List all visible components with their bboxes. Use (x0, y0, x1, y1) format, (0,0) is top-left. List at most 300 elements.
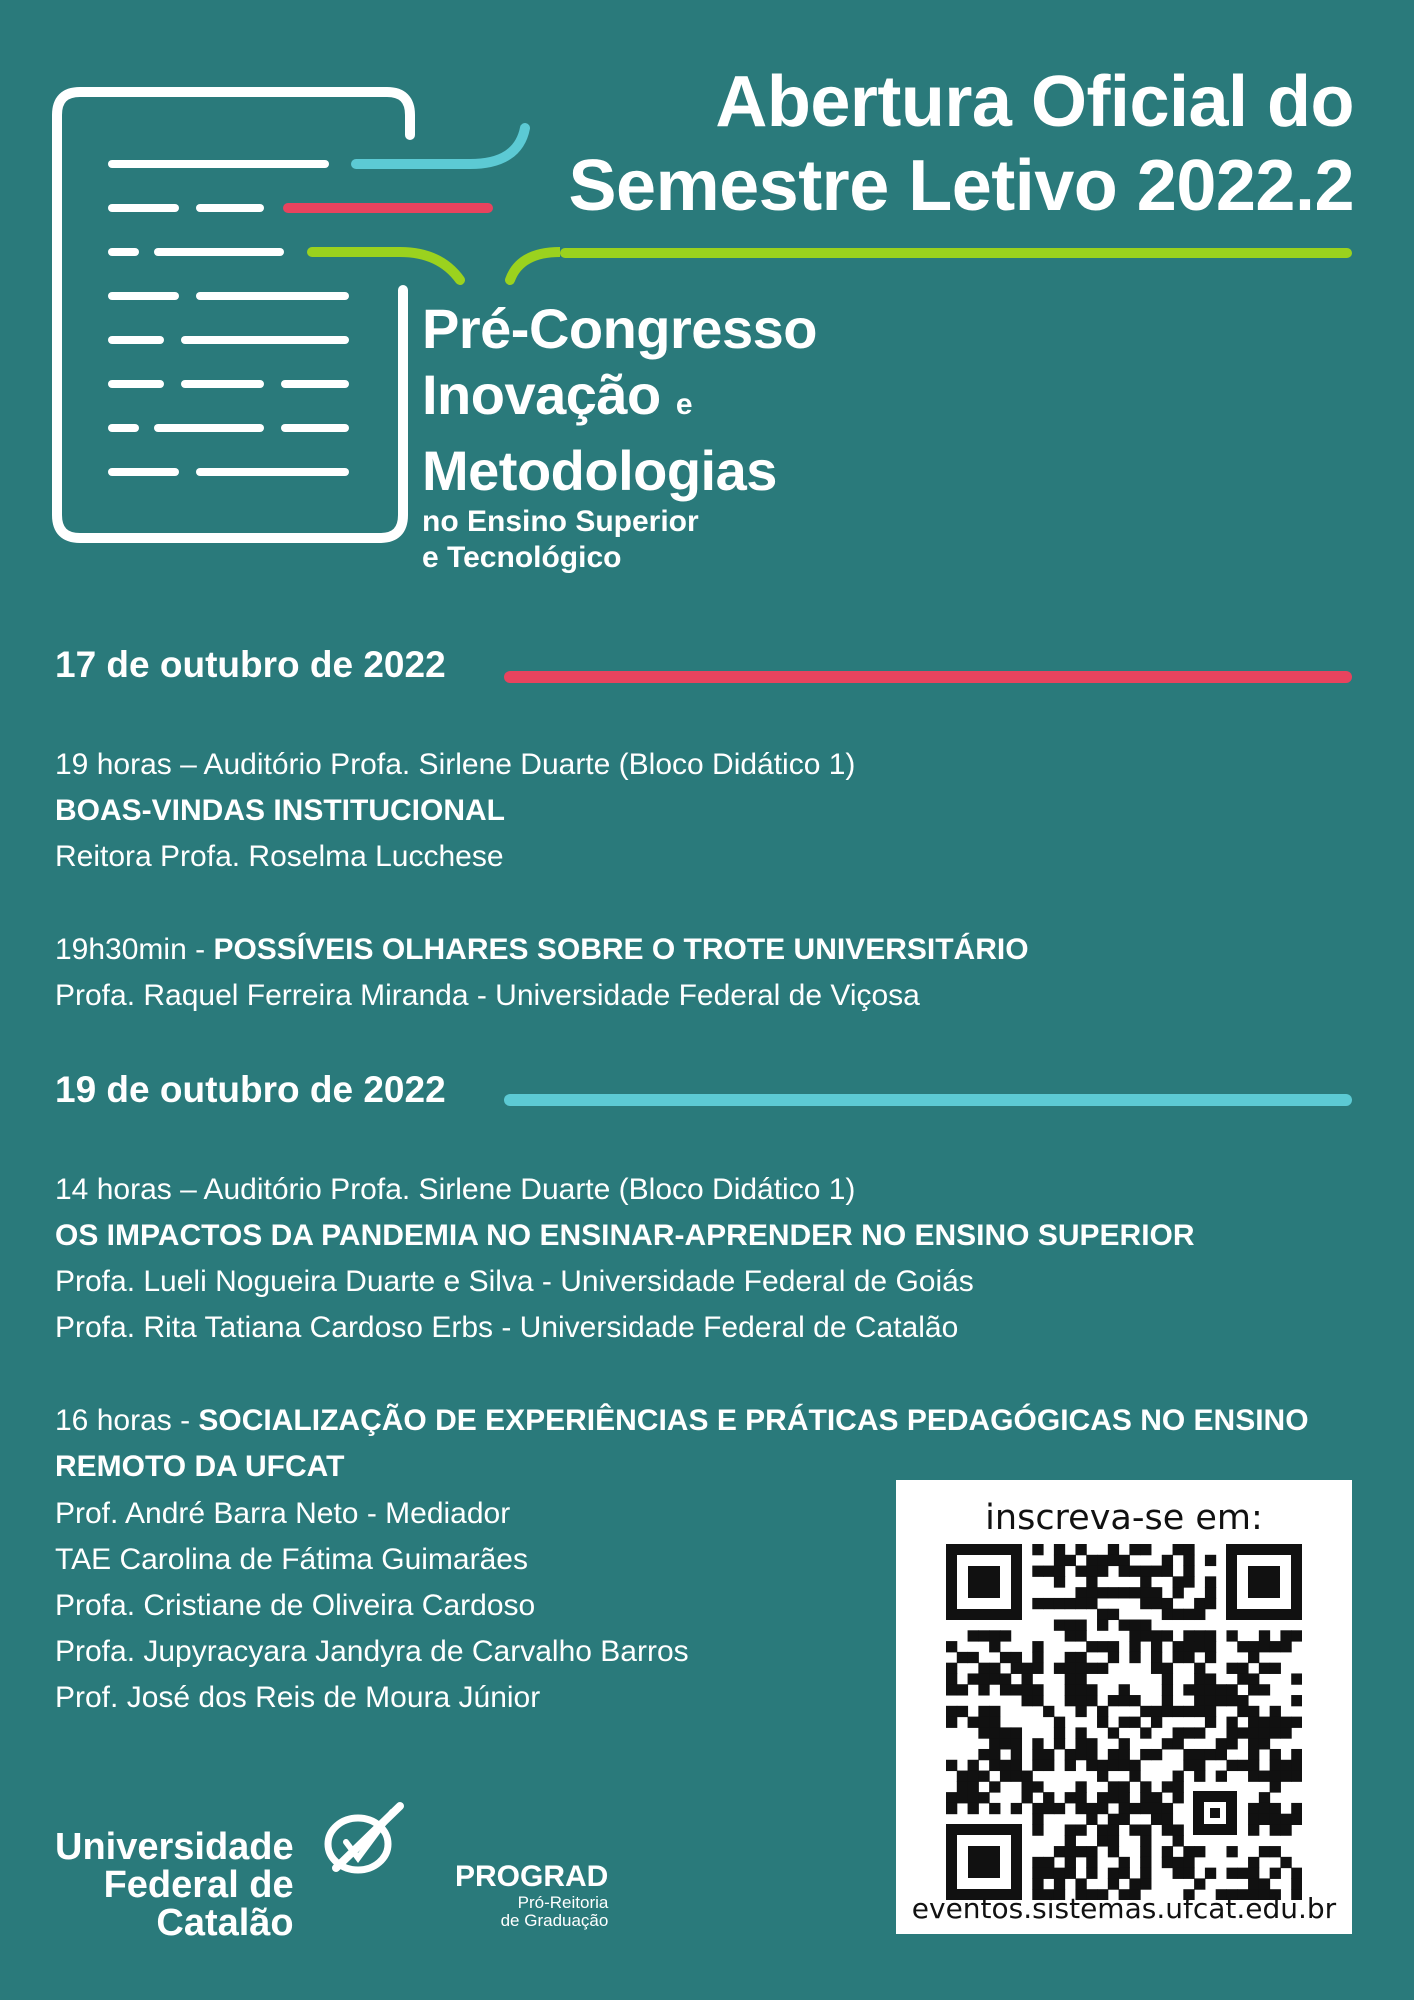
qr-module (1162, 1706, 1173, 1717)
qr-module (1086, 1663, 1097, 1674)
qr-module (1065, 1555, 1076, 1566)
qr-module (1065, 1868, 1076, 1879)
qr-module (1248, 1857, 1259, 1868)
day1-session2-time: 19h30min - (55, 933, 206, 966)
qr-module (968, 1771, 979, 1782)
qr-module (1183, 1857, 1194, 1868)
qr-module (989, 1706, 1000, 1717)
qr-module (1259, 1878, 1270, 1889)
qr-module (1140, 1846, 1151, 1857)
qr-module (1237, 1641, 1248, 1652)
qr-module (1108, 1835, 1119, 1846)
qr-module (978, 1749, 989, 1760)
qr-module (978, 1673, 989, 1684)
qr-module (1119, 1717, 1130, 1728)
qr-module (1140, 1803, 1151, 1814)
date-heading-day2: 19 de outubro de 2022 (55, 1069, 446, 1110)
qr-module (968, 1792, 979, 1803)
qr-module (1032, 1814, 1043, 1825)
event-title-line5: e Tecnológico (422, 541, 622, 574)
qr-module (1119, 1555, 1130, 1566)
qr-module (1237, 1868, 1248, 1879)
qr-module (1270, 1814, 1281, 1825)
qr-module (1119, 1814, 1130, 1825)
qr-module (1022, 1663, 1033, 1674)
qr-module (1119, 1684, 1130, 1695)
qr-module (1011, 1749, 1022, 1760)
qr-module (1000, 1771, 1011, 1782)
qr-module (1270, 1846, 1281, 1857)
qr-module (1151, 1630, 1162, 1641)
qr-module (1075, 1630, 1086, 1641)
qr-module (946, 1760, 957, 1771)
qr-module (1194, 1706, 1205, 1717)
qr-module (1270, 1771, 1281, 1782)
qr-module (1173, 1781, 1184, 1792)
qr-module (1216, 1695, 1227, 1706)
qr-module (1194, 1630, 1205, 1641)
qr-module (1151, 1652, 1162, 1663)
qr-module (1054, 1878, 1065, 1889)
qr-module (989, 1673, 1000, 1684)
qr-module (946, 1641, 957, 1652)
qr-module (1173, 1706, 1184, 1717)
qr-module (1226, 1727, 1237, 1738)
ufcat-logo (55, 1828, 294, 1942)
qr-module (1097, 1609, 1108, 1620)
qr-module (1140, 1727, 1151, 1738)
qr-module (1140, 1544, 1151, 1555)
qr-module (1075, 1566, 1086, 1577)
qr-module (1043, 1760, 1054, 1771)
main-title-line1: Abertura Oficial do (715, 62, 1354, 142)
qr-module (1248, 1814, 1259, 1825)
qr-module (1108, 1792, 1119, 1803)
qr-module (1259, 1738, 1270, 1749)
qr-module (1065, 1749, 1076, 1760)
qr-module (968, 1781, 979, 1792)
qr-module (1194, 1695, 1205, 1706)
qr-module (1183, 1566, 1194, 1577)
qr-module (1151, 1706, 1162, 1717)
day2-session1-speaker1: Profa. Lueli Nogueira Duarte e Silva - Universidade Federal de Goiás (55, 1265, 974, 1298)
qr-module (1151, 1717, 1162, 1728)
qr-module (1291, 1760, 1302, 1771)
qr-module (978, 1771, 989, 1782)
qr-module (1259, 1630, 1270, 1641)
qr-module (1183, 1684, 1194, 1695)
qr-module (1086, 1598, 1097, 1609)
qr-module (1248, 1878, 1259, 1889)
qr-module (1108, 1781, 1119, 1792)
prograd-logo (455, 1860, 608, 1930)
qr-module (1011, 1652, 1022, 1663)
qr-module (1162, 1803, 1173, 1814)
qr-module (1011, 1760, 1022, 1771)
qr-module (1075, 1781, 1086, 1792)
qr-module (1000, 1727, 1011, 1738)
qr-module (1000, 1652, 1011, 1663)
qr-module (1248, 1760, 1259, 1771)
qr-module (1205, 1587, 1216, 1598)
qr-module (1162, 1555, 1173, 1566)
qr-module (1119, 1781, 1130, 1792)
qr-module (1140, 1868, 1151, 1879)
qr-module (1205, 1684, 1216, 1695)
qr-module (1183, 1846, 1194, 1857)
qr-module (1065, 1857, 1076, 1868)
qr-module (1194, 1641, 1205, 1652)
qr-module (1011, 1663, 1022, 1674)
day2-session2-speaker: Profa. Cristiane de Oliveira Cardoso (55, 1589, 536, 1622)
qr-module (1162, 1824, 1173, 1835)
qr-module (1280, 1717, 1291, 1728)
qr-module (1226, 1868, 1237, 1879)
qr-module (1119, 1857, 1130, 1868)
qr-module (1119, 1738, 1130, 1749)
qr-module (1043, 1868, 1054, 1879)
qr-module (1259, 1803, 1270, 1814)
qr-module (1259, 1727, 1270, 1738)
qr-module (1173, 1771, 1184, 1782)
qr-module (1237, 1706, 1248, 1717)
qr-module (1032, 1760, 1043, 1771)
qr-module (1140, 1792, 1151, 1803)
event-title-line1: Pré-Congresso (422, 297, 817, 360)
qr-module (1237, 1727, 1248, 1738)
qr-module (1054, 1803, 1065, 1814)
qr-module (1075, 1803, 1086, 1814)
qr-module (1054, 1727, 1065, 1738)
qr-module (1270, 1663, 1281, 1674)
qr-module (1162, 1695, 1173, 1706)
qr-module (1259, 1814, 1270, 1825)
qr-module (1075, 1878, 1086, 1889)
qr-module (1086, 1738, 1097, 1749)
qr-module (1097, 1620, 1108, 1631)
qr-module (1022, 1781, 1033, 1792)
day2-session2-speaker: Prof. José dos Reis de Moura Júnior (55, 1681, 541, 1714)
qr-module (1270, 1868, 1281, 1879)
qr-module (946, 1684, 957, 1695)
qr-module (1086, 1803, 1097, 1814)
qr-module (1226, 1717, 1237, 1728)
qr-module (1248, 1706, 1259, 1717)
day2-session1-time-place: 14 horas – Auditório Profa. Sirlene Duarte (Bloco Didático 1) (55, 1173, 856, 1206)
main-title (569, 60, 1354, 228)
qr-module (1183, 1727, 1194, 1738)
qr-module (1183, 1706, 1194, 1717)
day1-session2-title: POSSÍVEIS OLHARES SOBRE O TROTE UNIVERSITÁRIO (213, 933, 1029, 966)
qr-module (1205, 1749, 1216, 1760)
header-accent-line (560, 248, 1352, 258)
day2-session2-speaker: Profa. Jupyracyara Jandyra de Carvalho Barros (55, 1635, 689, 1668)
qr-module (1129, 1566, 1140, 1577)
qr-module (989, 1717, 1000, 1728)
qr-module (989, 1749, 1000, 1760)
date-rule-day2 (504, 1094, 1352, 1106)
qr-module (989, 1781, 1000, 1792)
qr-module (1065, 1760, 1076, 1771)
qr-module (1248, 1824, 1259, 1835)
qr-module (1205, 1717, 1216, 1728)
qr-module (1097, 1835, 1108, 1846)
qr-module (1097, 1792, 1108, 1803)
qr-module (1270, 1641, 1281, 1652)
qr-module (1032, 1738, 1043, 1749)
qr-module (1226, 1846, 1237, 1857)
qr-module (1097, 1803, 1108, 1814)
qr-module (1162, 1566, 1173, 1577)
qr-module (1151, 1792, 1162, 1803)
qr-module (1043, 1598, 1054, 1609)
qr-module (1248, 1771, 1259, 1782)
qr-module (1075, 1749, 1086, 1760)
qr-module (1162, 1814, 1173, 1825)
qr-module (1270, 1760, 1281, 1771)
qr-module (1140, 1598, 1151, 1609)
qr-module (1183, 1576, 1194, 1587)
main-title-line2: Semestre Letivo 2022.2 (568, 146, 1354, 226)
qr-module (968, 1652, 979, 1663)
qr-module (1162, 1738, 1173, 1749)
qr-module (1022, 1792, 1033, 1803)
registration-box[interactable] (896, 1480, 1352, 1934)
qr-module (1000, 1630, 1011, 1641)
qr-module (978, 1684, 989, 1695)
qr-module (1129, 1771, 1140, 1782)
qr-module (1108, 1555, 1119, 1566)
qr-module (1270, 1824, 1281, 1835)
qr-module (1129, 1824, 1140, 1835)
qr-module (1173, 1587, 1184, 1598)
event-title (422, 296, 817, 576)
qr-module (1032, 1857, 1043, 1868)
qr-module (1075, 1587, 1086, 1598)
qr-module (1129, 1717, 1140, 1728)
qr-module (1173, 1835, 1184, 1846)
qr-module (1108, 1609, 1119, 1620)
day2-session2-speaker: Prof. André Barra Neto - Mediador (55, 1497, 511, 1530)
qr-module (1259, 1771, 1270, 1782)
qr-module (1054, 1738, 1065, 1749)
qr-module (1075, 1706, 1086, 1717)
qr-module (1248, 1738, 1259, 1749)
qr-module (1065, 1673, 1076, 1684)
qr-module (946, 1803, 957, 1814)
qr-module (1194, 1609, 1205, 1620)
qr-module (1086, 1749, 1097, 1760)
qr-module (1086, 1576, 1097, 1587)
qr-module (1097, 1717, 1108, 1728)
ufcat-logo-line3: Catalão (156, 1902, 294, 1944)
qr-module (1086, 1857, 1097, 1868)
qr-module (1162, 1630, 1173, 1641)
qr-module (1173, 1738, 1184, 1749)
qr-module (1108, 1727, 1119, 1738)
qr-module (989, 1630, 1000, 1641)
qr-module (1054, 1576, 1065, 1587)
qr-module (1011, 1684, 1022, 1695)
qr-module (1129, 1760, 1140, 1771)
qr-module (1108, 1641, 1119, 1652)
qr-module (1226, 1684, 1237, 1695)
qr-module (989, 1663, 1000, 1674)
qr-module (1291, 1630, 1302, 1641)
registration-url[interactable]: eventos.sistemas.ufcat.edu.br (911, 1892, 1337, 1925)
qr-module (1237, 1673, 1248, 1684)
qr-module (1162, 1663, 1173, 1674)
qr-module (1291, 1673, 1302, 1684)
qr-module (1140, 1706, 1151, 1717)
qr-module (1173, 1576, 1184, 1587)
qr-module (1129, 1587, 1140, 1598)
qr-module (1183, 1760, 1194, 1771)
qr-module (946, 1717, 957, 1728)
qr-module (978, 1727, 989, 1738)
qr-module (1280, 1814, 1291, 1825)
qr-module (1075, 1792, 1086, 1803)
qr-module (1032, 1566, 1043, 1577)
qr-module (1032, 1695, 1043, 1706)
qr-module (1248, 1727, 1259, 1738)
qr-module (1205, 1695, 1216, 1706)
qr-module (1280, 1771, 1291, 1782)
qr-module (1151, 1587, 1162, 1598)
qr-module (1173, 1641, 1184, 1652)
qr-module (1032, 1598, 1043, 1609)
qr-module (1216, 1771, 1227, 1782)
day2-session2-speaker: TAE Carolina de Fátima Guimarães (55, 1543, 528, 1576)
qr-module (1043, 1803, 1054, 1814)
qr-module (1054, 1566, 1065, 1577)
day1-session1-speaker: Reitora Profa. Roselma Lucchese (55, 840, 504, 873)
qr-module (1173, 1727, 1184, 1738)
qr-module (1129, 1803, 1140, 1814)
qr-module (1291, 1803, 1302, 1814)
qr-module (1108, 1878, 1119, 1889)
qr-module (1065, 1684, 1076, 1695)
qr-module (1075, 1652, 1086, 1663)
qr-module (978, 1717, 989, 1728)
qr-module (1065, 1630, 1076, 1641)
qr-module (1119, 1566, 1130, 1577)
qr-module (1032, 1684, 1043, 1695)
qr-module (1173, 1544, 1184, 1555)
qr-module (1022, 1695, 1033, 1706)
qr-module (1194, 1663, 1205, 1674)
qr-module (1280, 1857, 1291, 1868)
qr-module (1119, 1803, 1130, 1814)
qr-module (1140, 1878, 1151, 1889)
qr-module (1129, 1544, 1140, 1555)
qr-module (1248, 1717, 1259, 1728)
date-heading-day1: 17 de outubro de 2022 (55, 644, 446, 685)
qr-module (1075, 1695, 1086, 1706)
qr-module (1097, 1566, 1108, 1577)
qr-module (1291, 1868, 1302, 1879)
qr-module (1173, 1868, 1184, 1879)
prograd-desc-line2: de Graduação (500, 1911, 609, 1930)
qr-module (1205, 1673, 1216, 1684)
qr-module (968, 1803, 979, 1814)
qr-module (978, 1630, 989, 1641)
qr-module (1000, 1684, 1011, 1695)
qr-module (1119, 1760, 1130, 1771)
qr-module (989, 1727, 1000, 1738)
qr-module (1011, 1727, 1022, 1738)
qr-module (1140, 1587, 1151, 1598)
day2-session2-time: 16 horas - (55, 1404, 191, 1437)
qr-module (1216, 1738, 1227, 1749)
qr-module (1237, 1663, 1248, 1674)
qr-module (1248, 1684, 1259, 1695)
qr-module (1280, 1630, 1291, 1641)
qr-module (1086, 1587, 1097, 1598)
qr-module (1097, 1641, 1108, 1652)
qr-module (1032, 1824, 1043, 1835)
qr-module (1173, 1652, 1184, 1663)
qr-module (1194, 1846, 1205, 1857)
qr-module (1205, 1576, 1216, 1587)
qr-module (1108, 1749, 1119, 1760)
qr-module (1043, 1749, 1054, 1760)
qr-module (1291, 1717, 1302, 1728)
qr-module (1216, 1684, 1227, 1695)
qr-module (1140, 1781, 1151, 1792)
qr-module (1075, 1598, 1086, 1609)
qr-module (1248, 1652, 1259, 1663)
qr-module (1097, 1663, 1108, 1674)
event-title-line4: no Ensino Superior (422, 505, 699, 538)
qr-module (1291, 1878, 1302, 1889)
qr-module (1162, 1857, 1173, 1868)
qr-module (1226, 1738, 1237, 1749)
qr-module (1259, 1663, 1270, 1674)
qr-module (1032, 1652, 1043, 1663)
qr-module (1194, 1878, 1205, 1889)
ufcat-emblem-icon (318, 1798, 408, 1888)
qr-module (1140, 1857, 1151, 1868)
qr-module (1183, 1544, 1194, 1555)
qr-module (1237, 1760, 1248, 1771)
qr-module (968, 1673, 979, 1684)
qr-module (1259, 1846, 1270, 1857)
qr-module (1054, 1620, 1065, 1631)
qr-module (1032, 1878, 1043, 1889)
qr-module (1075, 1824, 1086, 1835)
qr-module (1108, 1695, 1119, 1706)
qr-module (1108, 1824, 1119, 1835)
qr-module (1065, 1652, 1076, 1663)
qr-module (1086, 1641, 1097, 1652)
qr-code-icon[interactable] (946, 1544, 1302, 1900)
qr-module (1162, 1609, 1173, 1620)
qr-module (1140, 1620, 1151, 1631)
qr-module (1000, 1738, 1011, 1749)
qr-module (1086, 1695, 1097, 1706)
ufcat-logo-line2: Federal de (103, 1864, 294, 1906)
qr-module (1216, 1749, 1227, 1760)
qr-module (1194, 1749, 1205, 1760)
qr-module (1183, 1652, 1194, 1663)
qr-module (1291, 1814, 1302, 1825)
qr-module (978, 1706, 989, 1717)
qr-module (1119, 1792, 1130, 1803)
qr-module (1259, 1684, 1270, 1695)
qr-module (957, 1652, 968, 1663)
qr-module (1011, 1803, 1022, 1814)
